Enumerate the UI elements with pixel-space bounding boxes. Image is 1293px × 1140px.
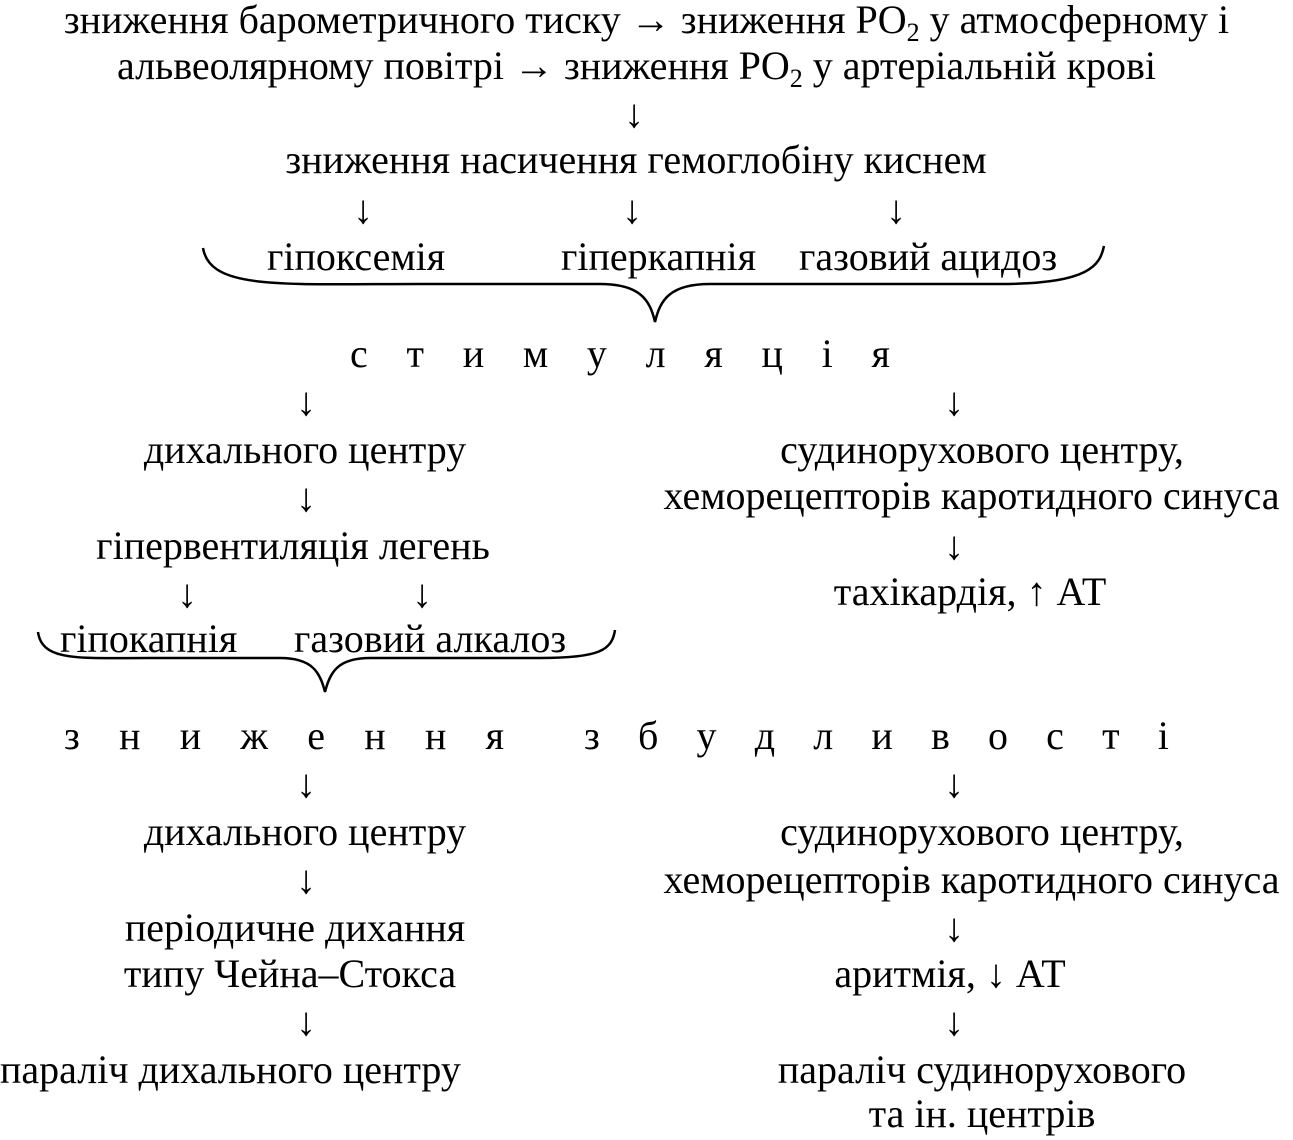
letter: т	[1102, 713, 1120, 758]
letter: с	[350, 331, 368, 376]
arrow-down-icon: ↓	[412, 571, 432, 616]
cheyne-stokes-text: типу Чейна–Стокса	[123, 951, 457, 996]
arrow-down-icon: ↓	[353, 187, 373, 232]
hypercapnia-text: гіперкапнія	[561, 234, 757, 279]
letter: з	[584, 713, 600, 758]
letter: т	[406, 331, 424, 376]
arrow-down-icon: ↓	[296, 857, 316, 902]
letter: б	[637, 713, 659, 758]
hyperventilation-text: гіпервентиляція легень	[96, 523, 490, 568]
arrow-down-icon: ↓	[944, 905, 964, 950]
letter: н	[364, 713, 386, 758]
arrow-down-icon: ↓	[944, 523, 964, 568]
respiratory-center-2-text: дихального центру	[143, 809, 467, 854]
header-line-2: альвеолярному повітрі → зниження $PO_2$ у артеріальній крові	[116, 43, 1157, 93]
arrow-down-icon: ↓	[944, 379, 964, 424]
letter: с	[1046, 713, 1064, 758]
letter: з	[64, 713, 80, 758]
decrease-word	[64, 712, 504, 760]
vasomotor-center-2-text: судинорухового центру,	[780, 809, 1184, 854]
letter: н	[424, 713, 447, 758]
letter: е	[307, 713, 326, 758]
gas-alkalosis-text: газовий алкалоз	[294, 616, 567, 661]
gas-acidosis-text: газовий ацидоз	[799, 234, 1058, 279]
letter: і	[821, 331, 833, 376]
header-line-1: зниження барометричного тиску → зниження $PO_2$ у атмосферному і	[63, 0, 1230, 47]
letter: о	[988, 713, 1008, 758]
letter: м	[522, 331, 549, 376]
letter: у	[696, 713, 717, 758]
letter: л	[813, 713, 834, 758]
excitability-word	[584, 712, 1169, 760]
arrow-down-icon: ↓	[944, 761, 964, 806]
periodic-breathing-text: періодичне дихання	[124, 905, 466, 950]
letter: ц	[761, 331, 783, 376]
tachycardia-text: тахікардія, ↑ АТ	[833, 569, 1107, 614]
letter: и	[871, 713, 893, 758]
hypocapnia-text: гіпокапнія	[60, 616, 238, 661]
letter: и	[462, 331, 485, 376]
letter: я	[704, 331, 723, 376]
letter: у	[586, 331, 607, 376]
chemoreceptors-2-text: хеморецепторів каротидного синуса	[663, 857, 1280, 902]
respiratory-center-text: дихального центру	[143, 427, 467, 472]
vasomotor-paralysis-text: параліч судинорухового	[777, 1047, 1187, 1092]
respiratory-paralysis-text: параліч дихального центру	[0, 1047, 461, 1092]
arrow-down-icon: ↓	[886, 187, 906, 232]
letter: л	[645, 331, 666, 376]
letter: в	[930, 713, 950, 758]
letter: я	[871, 331, 890, 376]
letter: і	[1157, 713, 1169, 758]
arrow-down-icon: ↓	[177, 571, 197, 616]
letter: н	[119, 713, 141, 758]
chemoreceptors-text: хеморецепторів каротидного синуса	[663, 473, 1280, 518]
arrow-down-icon: ↓	[296, 379, 316, 424]
letter: ж	[240, 713, 269, 758]
arrow-down-icon: ↓	[296, 999, 316, 1044]
arrow-down-icon: ↓	[296, 475, 316, 520]
hypoxemia-text: гіпоксемія	[267, 234, 446, 279]
letter: и	[179, 713, 202, 758]
vasomotor-center-text: судинорухового центру,	[780, 427, 1184, 472]
arrow-down-icon: ↓	[296, 761, 316, 806]
letter: я	[485, 713, 504, 758]
other-centers-text: та ін. центрів	[868, 1091, 1096, 1136]
arrow-down-icon: ↓	[622, 187, 642, 232]
letter: д	[754, 713, 776, 758]
saturation-text: зниження насичення гемоглобіну киснем	[285, 137, 987, 182]
arrow-down-icon: ↓	[944, 999, 964, 1044]
arrhythmia-text: аритмія, ↓ АТ	[834, 951, 1066, 996]
arrow-down-icon: ↓	[624, 91, 644, 136]
